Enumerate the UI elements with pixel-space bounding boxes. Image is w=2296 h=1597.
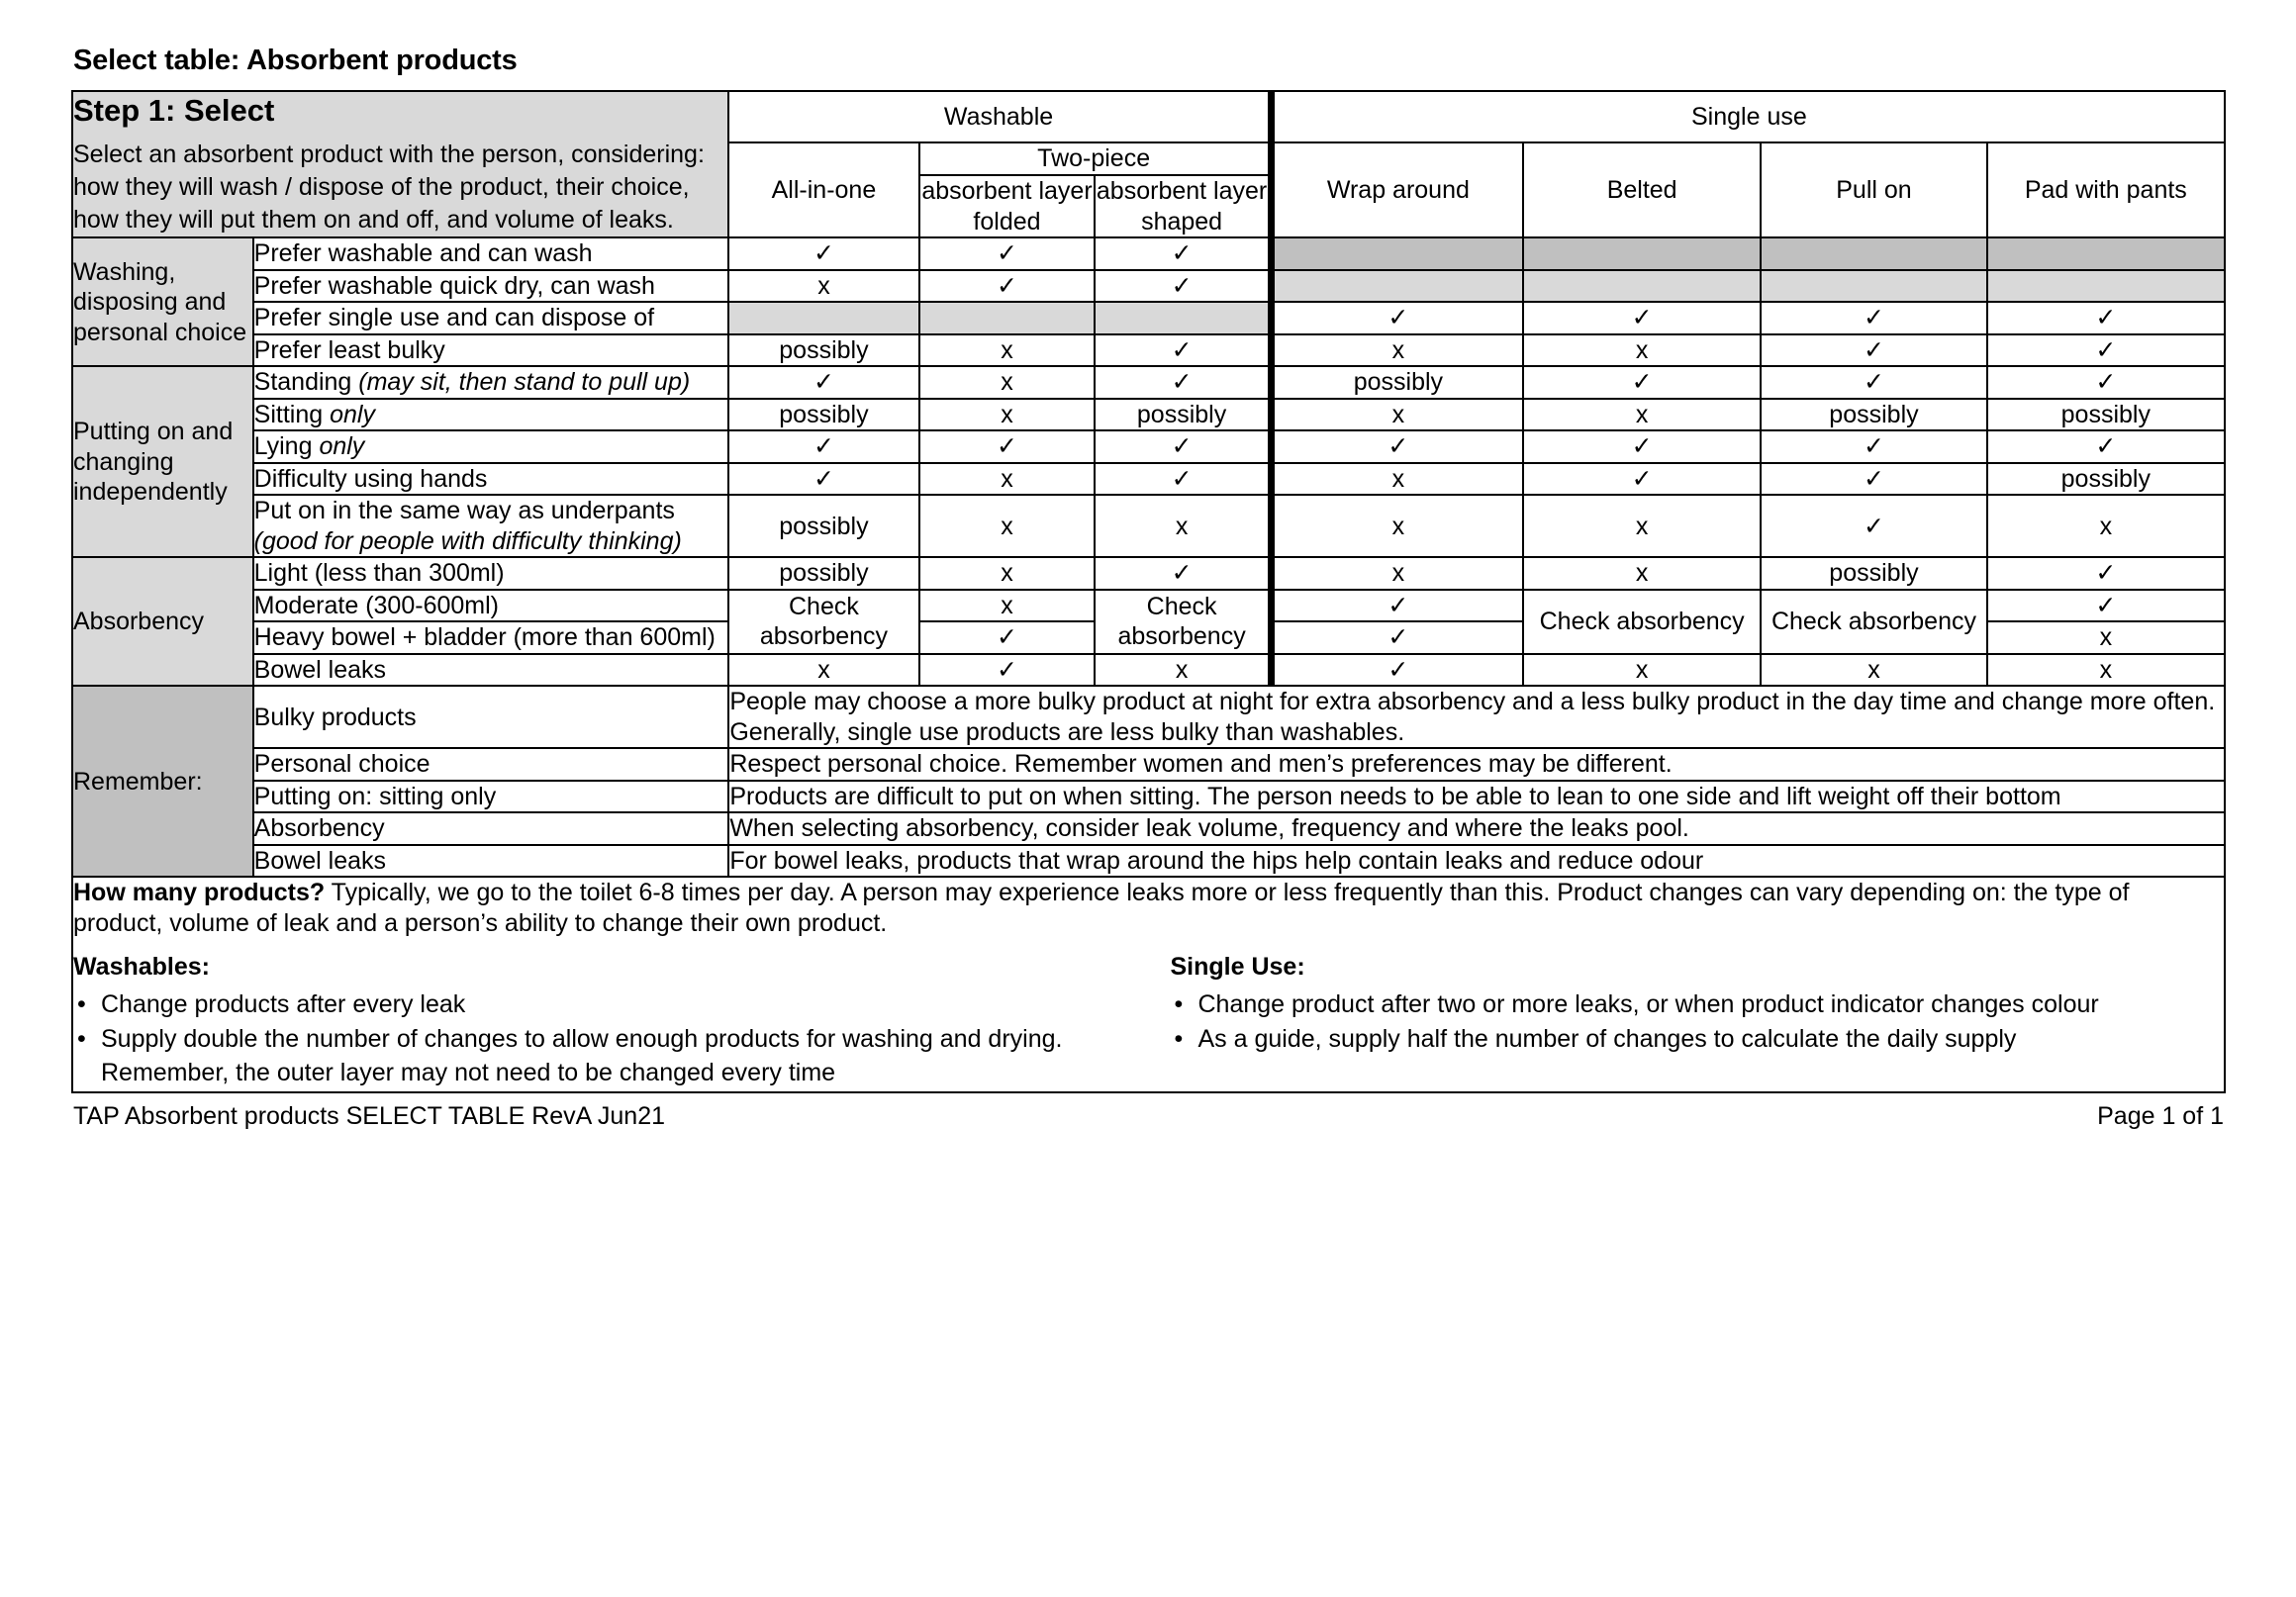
row-label: [253, 366, 729, 399]
cell-value: x: [1271, 557, 1523, 590]
cell-value: possibly: [1761, 557, 1986, 590]
select-table: [71, 90, 2226, 1094]
note-lead-text: Typically, we go to the toilet 6-8 times per day. A person may experience leaks more or less frequently than this. Product changes can vary depending on: the type of product, volume of leak and a person’s ability to change their own product.: [73, 879, 2130, 937]
cell-value: [1761, 270, 1986, 303]
cell-value: [1523, 270, 1761, 303]
cell-value: possibly: [1271, 366, 1523, 399]
cell-value: ✓: [919, 654, 1096, 687]
cell-value: [919, 302, 1096, 334]
how-many-products-note: [72, 877, 2225, 1092]
cell-value: ✓: [1271, 430, 1523, 463]
cell-value: [1095, 302, 1271, 334]
column-header-pull-on: Pull on: [1761, 142, 1986, 238]
cell-value: ✓: [1095, 557, 1271, 590]
table-row: [72, 781, 2225, 813]
row-label-note: (good for people with difficulty thinking): [253, 526, 682, 555]
note-lead: [73, 878, 2224, 938]
cell-value: ✓: [1987, 334, 2225, 367]
cell-value: ✓: [1271, 654, 1523, 687]
cell-value: ✓: [919, 237, 1096, 270]
table-row: [72, 557, 2225, 590]
table-row: [72, 399, 2225, 431]
cell-value: ✓: [1523, 463, 1761, 496]
note-columns: [73, 952, 2224, 1091]
cell-value: ✓: [1095, 334, 1271, 367]
cell-value: possibly: [728, 334, 918, 367]
cell-value: [1987, 237, 2225, 270]
column-header-pad-with-pants: Pad with pants: [1987, 142, 2225, 238]
table-row: [72, 748, 2225, 781]
cell-value: [1761, 237, 1986, 270]
note-column-single-use: [1149, 952, 2225, 1091]
cell-value: x: [1523, 654, 1761, 687]
remember-text: Respect personal choice. Remember women and men’s preferences may be different.: [728, 748, 2225, 781]
table-row: [72, 845, 2225, 878]
cell-value: possibly: [728, 399, 918, 431]
cell-value: x: [1761, 654, 1986, 687]
cell-value: possibly: [1095, 399, 1271, 431]
cell-value: ✓: [1761, 463, 1986, 496]
cell-value: ✓: [1095, 366, 1271, 399]
table-row: [72, 366, 2225, 399]
note-list-single-use: [1171, 988, 2225, 1057]
page-title: Select table: Absorbent products: [73, 45, 518, 76]
row-label: [253, 399, 729, 431]
cell-value: ✓: [1271, 302, 1523, 334]
remember-term: Bulky products: [253, 686, 729, 748]
footer-left-text: TAP Absorbent products SELECT TABLE RevA Jun21: [73, 1102, 666, 1131]
table-row: [72, 686, 2225, 748]
table-row: [72, 495, 2225, 557]
group-header-washable: Washable: [728, 91, 1271, 142]
remember-term: Personal choice: [253, 748, 729, 781]
cell-value: ✓: [919, 430, 1096, 463]
remember-term: Absorbency: [253, 812, 729, 845]
list-item: • Change product after two or more leaks, or when product indicator changes colour: [1196, 988, 2225, 1022]
footer-page-number: Page 1 of 1: [2097, 1102, 2224, 1131]
cell-value: ✓: [728, 237, 918, 270]
list-item: • As a guide, supply half the number of changes to calculate the daily supply: [1196, 1023, 2225, 1057]
section-label-absorbency: Absorbency: [72, 557, 253, 686]
cell-value: x: [1271, 495, 1523, 557]
cell-value: x: [728, 270, 918, 303]
header-row-groups: [72, 91, 2225, 142]
row-label: Difficulty using hands: [253, 463, 729, 496]
cell-value: Check absorbency: [728, 590, 918, 654]
table-row: [72, 237, 2225, 270]
cell-value: x: [1987, 495, 2225, 557]
cell-value: x: [919, 590, 1096, 622]
cell-value: ✓: [1987, 366, 2225, 399]
cell-value: ✓: [1271, 590, 1523, 622]
cell-value: [1271, 270, 1523, 303]
row-label-text: Lying: [253, 432, 320, 461]
remember-term: Putting on: sitting only: [253, 781, 729, 813]
cell-value: x: [919, 495, 1096, 557]
cell-value: ✓: [1523, 430, 1761, 463]
cell-value: x: [919, 399, 1096, 431]
cell-value: ✓: [728, 430, 918, 463]
step-title: Step 1: Select: [73, 92, 275, 128]
cell-value: x: [919, 463, 1096, 496]
table-row: [72, 430, 2225, 463]
cell-value: x: [1523, 495, 1761, 557]
table-row: [72, 654, 2225, 687]
row-label-note: only: [330, 400, 375, 428]
cell-value: ✓: [1987, 557, 2225, 590]
cell-value: possibly: [1987, 463, 2225, 496]
cell-value: ✓: [1095, 463, 1271, 496]
cell-value: x: [1987, 654, 2225, 687]
row-label-text: Sitting: [253, 400, 331, 428]
cell-value: ✓: [1095, 237, 1271, 270]
table-row: [72, 877, 2225, 1092]
group-header-single-use: Single use: [1271, 91, 2225, 142]
cell-value: ✓: [728, 366, 918, 399]
cell-value: ✓: [1761, 334, 1986, 367]
cell-value: x: [919, 557, 1096, 590]
row-label: Prefer single use and can dispose of: [253, 302, 729, 334]
remember-text: People may choose a more bulky product at night for extra absorbency and a less bulky product in the day time and change more often. Generally, single use products are less bulky than washables.: [728, 686, 2225, 748]
row-label: Light (less than 300ml): [253, 557, 729, 590]
note-head-single-use: Single Use:: [1170, 953, 1305, 982]
cell-value: x: [1095, 654, 1271, 687]
row-label: Prefer washable and can wash: [253, 237, 729, 270]
cell-value: x: [1271, 463, 1523, 496]
cell-value: [1271, 237, 1523, 270]
section-label-washing: Washing, disposing and personal choice: [72, 237, 253, 366]
cell-value: ✓: [1761, 495, 1986, 557]
cell-value: ✓: [1523, 302, 1761, 334]
remember-text: For bowel leaks, products that wrap around the hips help contain leaks and reduce odour: [728, 845, 2225, 878]
cell-value: ✓: [1271, 621, 1523, 654]
column-header-belted: Belted: [1523, 142, 1761, 238]
row-label: Prefer least bulky: [253, 334, 729, 367]
table-row: [72, 590, 2225, 622]
step-intro-cell: [72, 91, 728, 238]
note-head-washables: Washables:: [73, 953, 211, 982]
cell-value: Check absorbency: [1761, 590, 1986, 654]
note-column-washables: [73, 952, 1149, 1091]
section-label-putting-on: Putting on and changing independently: [72, 366, 253, 557]
cell-value: possibly: [728, 495, 918, 557]
row-label-text: Standing: [253, 368, 359, 397]
cell-value: x: [1523, 334, 1761, 367]
row-label-text: Put on in the same way as underpants: [253, 497, 675, 525]
cell-value: x: [728, 654, 918, 687]
cell-value: ✓: [1095, 270, 1271, 303]
cell-value: [728, 302, 918, 334]
subcolumn-header-layer-shaped: absorbent layer shaped: [1095, 175, 1271, 237]
cell-value: Check absorbency: [1095, 590, 1271, 654]
row-label: Prefer washable quick dry, can wash: [253, 270, 729, 303]
step-description: Select an absorbent product with the person, considering: how they will wash / dispose of the product, their choice, how they will put them on and off, and volume of leaks.: [73, 140, 705, 235]
cell-value: x: [1271, 334, 1523, 367]
cell-value: ✓: [919, 270, 1096, 303]
cell-value: ✓: [1987, 430, 2225, 463]
row-label: Heavy bowel + bladder (more than 600ml): [253, 621, 729, 654]
remember-text: Products are difficult to put on when sitting. The person needs to be able to lean to one side and lift weight off their bottom: [728, 781, 2225, 813]
column-header-two-piece: Two-piece: [919, 142, 1272, 176]
cell-value: ✓: [1523, 366, 1761, 399]
row-label: Bowel leaks: [253, 654, 729, 687]
row-label-note: (may sit, then stand to pull up): [358, 368, 691, 397]
table-row: [72, 302, 2225, 334]
row-label: [253, 495, 729, 557]
cell-value: [1987, 270, 2225, 303]
cell-value: Check absorbency: [1523, 590, 1761, 654]
cell-value: x: [1095, 495, 1271, 557]
list-item: • Change products after every leak: [99, 988, 1149, 1022]
remember-text: When selecting absorbency, consider leak volume, frequency and where the leaks pool.: [728, 812, 2225, 845]
section-label-remember: Remember:: [72, 686, 253, 877]
cell-value: possibly: [728, 557, 918, 590]
table-row: [72, 463, 2225, 496]
table-row: [72, 334, 2225, 367]
row-label-note: only: [319, 432, 365, 461]
table-row: [72, 270, 2225, 303]
cell-value: ✓: [1761, 366, 1986, 399]
cell-value: ✓: [1761, 430, 1986, 463]
cell-value: possibly: [1761, 399, 1986, 431]
cell-value: x: [919, 366, 1096, 399]
cell-value: x: [1271, 399, 1523, 431]
note-list-washables: [73, 988, 1149, 1090]
list-item: • Supply double the number of changes to allow enough products for washing and drying. Remember, the outer layer may not need to be changed every time: [99, 1023, 1149, 1089]
column-header-all-in-one: All-in-one: [728, 142, 918, 238]
row-label: [253, 430, 729, 463]
subcolumn-header-layer-folded: absorbent layer folded: [919, 175, 1096, 237]
note-lead-bold: How many products?: [73, 879, 326, 907]
cell-value: ✓: [919, 621, 1096, 654]
cell-value: ✓: [1761, 302, 1986, 334]
cell-value: x: [1523, 557, 1761, 590]
cell-value: x: [1523, 399, 1761, 431]
cell-value: x: [919, 334, 1096, 367]
page-footer: [71, 1102, 2226, 1131]
cell-value: x: [1987, 621, 2225, 654]
column-header-wrap-around: Wrap around: [1271, 142, 1523, 238]
cell-value: ✓: [728, 463, 918, 496]
cell-value: ✓: [1987, 302, 2225, 334]
row-label: Moderate (300-600ml): [253, 590, 729, 622]
cell-value: possibly: [1987, 399, 2225, 431]
table-row: [72, 812, 2225, 845]
remember-term: Bowel leaks: [253, 845, 729, 878]
cell-value: ✓: [1095, 430, 1271, 463]
cell-value: [1523, 237, 1761, 270]
cell-value: ✓: [1987, 590, 2225, 622]
